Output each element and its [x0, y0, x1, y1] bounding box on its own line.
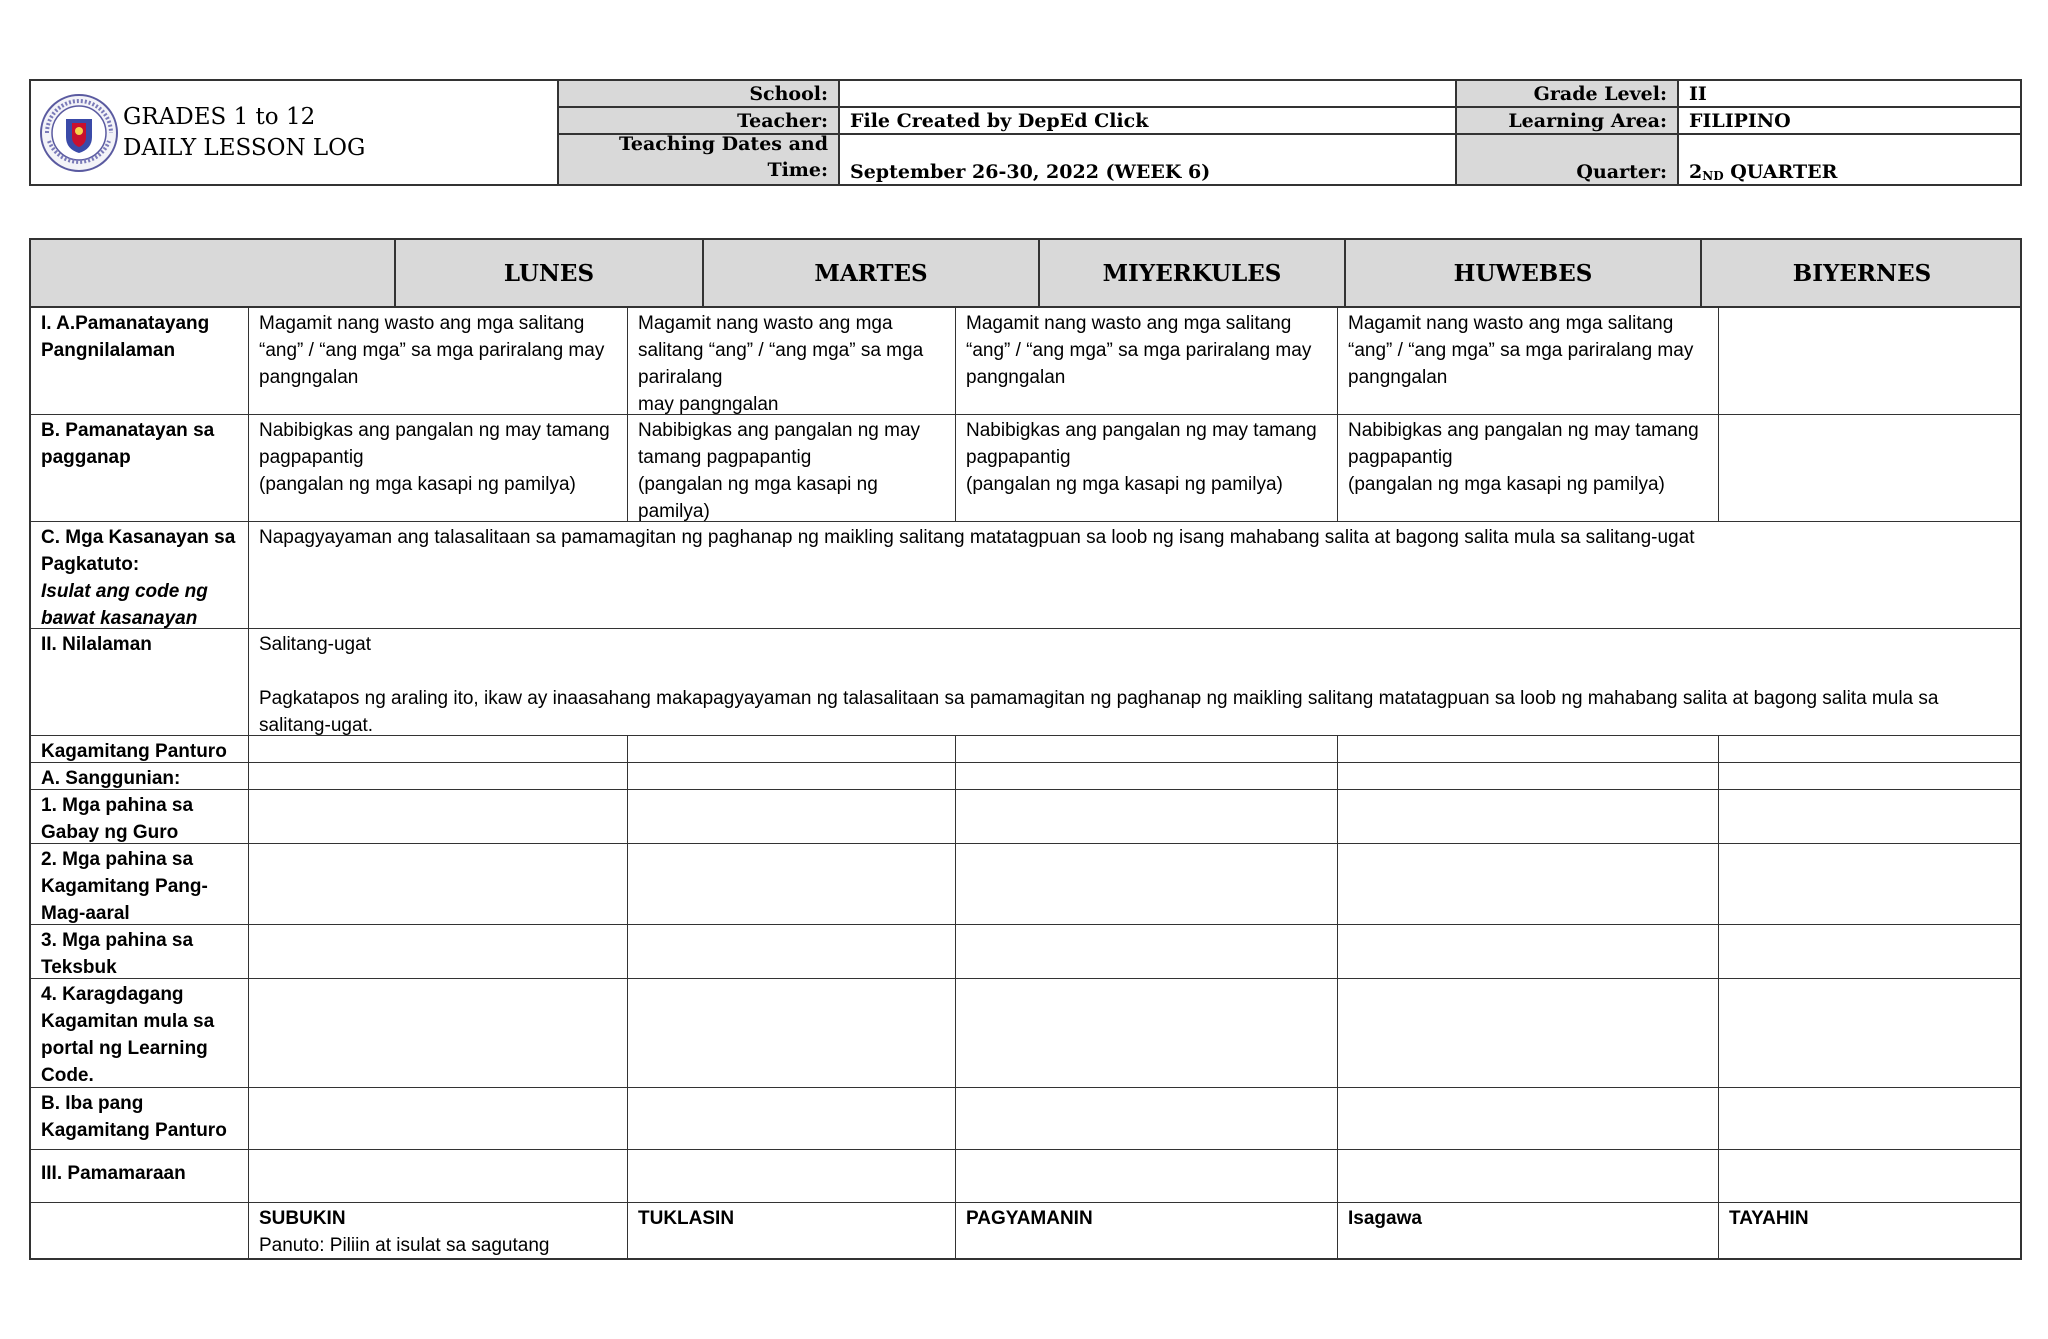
row-label: 2. Mga pahina sa Kagamitang Pang-Mag-aaral [41, 849, 208, 924]
form-title [123, 102, 365, 164]
cell-martes [627, 979, 955, 1087]
cell-biyernes [1718, 763, 2020, 789]
cell-biyernes [1718, 1150, 2020, 1202]
cell-martes [627, 844, 955, 924]
row-label: B. Pamanatayan sa pagganap [41, 420, 215, 468]
cell-miyerkules [955, 925, 1337, 978]
cell-martes [627, 1150, 955, 1202]
cell-biyernes [1718, 736, 2020, 762]
quarter-suffix: ND [1702, 169, 1724, 183]
cell-competency-text: Napagyayaman ang talasalitaan sa pamamagitan ng paghanap ng maikling salitang matatagpuan sa loob ng isang mahabang salita at bagong salita mula sa salitang-ugat [248, 522, 2020, 628]
logo-cell [31, 81, 559, 184]
school-label: School: [559, 81, 840, 108]
cell-miyerkules [955, 979, 1337, 1087]
cell-martes [627, 790, 955, 843]
phase-subukin: SUBUKIN [259, 1208, 346, 1229]
cell-martes [627, 736, 955, 762]
cell-biyernes [1718, 844, 2020, 924]
row-label: A. Sanggunian: [41, 768, 181, 789]
form-title-line2: DAILY LESSON LOG [123, 134, 366, 161]
grade-level-value: II [1679, 81, 2020, 108]
teaching-dates-label: Teaching Dates and Time: [559, 135, 840, 184]
row-label: 4. Karagdagang Kagamitan mula sa portal ng Learning Code. [41, 984, 215, 1086]
teacher-label: Teacher: [559, 108, 840, 135]
teaching-dates-value: September 26-30, 2022 (WEEK 6) [840, 135, 1457, 184]
row-label: Kagamitang Panturo [41, 741, 227, 762]
quarter-word: QUARTER [1723, 161, 1838, 183]
cell-martes [627, 763, 955, 789]
phase-pagyamanin: PAGYAMANIN [955, 1203, 1337, 1260]
row-performance-standard [31, 415, 2020, 522]
cell-miyerkules [955, 844, 1337, 924]
learning-area-value: FILIPINO [1679, 108, 2020, 135]
row-label: II. Nilalaman [41, 634, 152, 655]
row-label: B. Iba pang Kagamitang Panturo [41, 1093, 227, 1141]
cell-lunes [248, 736, 627, 762]
cell-lunes: Magamit nang wasto ang mga salitang “ang” / “ang mga” sa mga pariralang may pangngalan [248, 308, 627, 414]
day-header-miyerkules: MIYERKULES [1038, 240, 1344, 306]
content-topic: Salitang-ugat [259, 634, 371, 655]
day-header-lunes: LUNES [394, 240, 702, 306]
row-label: 3. Mga pahina sa Teksbuk [41, 930, 194, 978]
header-fields [559, 81, 2020, 184]
cell-martes: Magamit nang wasto ang mga salitang “ang” / “ang mga” sa mga pariralang may pangngalan [627, 308, 955, 414]
phase-tuklasin: TUKLASIN [627, 1203, 955, 1260]
cell-lunes [248, 979, 627, 1087]
row-materials [31, 736, 2020, 763]
row-learner-material-pages [31, 844, 2020, 925]
cell-miyerkules [955, 1150, 1337, 1202]
row-label: 1. Mga pahina sa Gabay ng Guro [41, 795, 194, 843]
day-header-huwebes: HUWEBES [1344, 240, 1700, 306]
cell-lunes: Nabibigkas ang pangalan ng may tamang pagpapantig (pangalan ng mga kasapi ng pamilya) [248, 415, 627, 521]
row-teacher-guide-pages [31, 790, 2020, 844]
row-label-note: Isulat ang code ng bawat kasanayan [41, 581, 208, 628]
cell-biyernes [1718, 925, 2020, 978]
day-header-martes: MARTES [702, 240, 1038, 306]
row-label [31, 1203, 248, 1260]
phase-subukin-note: Panuto: Piliin at isulat sa sagutang [259, 1235, 550, 1256]
cell-martes [627, 925, 955, 978]
cell-huwebes [1337, 925, 1718, 978]
cell-lunes [248, 1203, 627, 1260]
cell-miyerkules: Magamit nang wasto ang mga salitang “ang” / “ang mga” sa mga pariralang may pangngalan [955, 308, 1337, 414]
cell-biyernes [1718, 415, 2020, 521]
teacher-value: File Created by DepEd Click [840, 108, 1457, 135]
row-learning-competency [31, 522, 2020, 629]
grade-level-label: Grade Level: [1457, 81, 1679, 108]
cell-huwebes [1337, 844, 1718, 924]
cell-biyernes [1718, 979, 2020, 1087]
cell-huwebes: Magamit nang wasto ang mga salitang “ang” / “ang mga” sa mga pariralang may pangngalan [1337, 308, 1718, 414]
lesson-log-table [29, 238, 2022, 1260]
cell-huwebes [1337, 736, 1718, 762]
cell-biyernes [1718, 308, 2020, 414]
header-block [29, 79, 2022, 186]
cell-lunes [248, 763, 627, 789]
cell-content [248, 629, 2020, 735]
cell-miyerkules [955, 790, 1337, 843]
quarter-value [1679, 135, 2020, 184]
row-content-standard [31, 308, 2020, 415]
row-lr-portal [31, 979, 2020, 1088]
form-title-line1: GRADES 1 to 12 [123, 103, 316, 130]
quarter-number: 2 [1689, 161, 1703, 183]
cell-huwebes [1337, 1088, 1718, 1149]
cell-biyernes [1718, 1088, 2020, 1149]
cell-huwebes [1337, 979, 1718, 1087]
cell-lunes [248, 790, 627, 843]
phase-isagawa: Isagawa [1337, 1203, 1718, 1260]
cell-lunes [248, 925, 627, 978]
row-lesson-phases [31, 1203, 2020, 1260]
cell-miyerkules [955, 1088, 1337, 1149]
row-other-materials [31, 1088, 2020, 1150]
cell-huwebes [1337, 1150, 1718, 1202]
row-textbook-pages [31, 925, 2020, 979]
day-header-row [31, 240, 2020, 308]
cell-huwebes [1337, 790, 1718, 843]
row-references [31, 763, 2020, 790]
school-value [840, 81, 1457, 108]
row-label: I. A.Pamanatayang Pangnilalaman [41, 313, 210, 361]
content-objective: Pagkatapos ng araling ito, ikaw ay inaasahang makapagyayaman ng talasalitaan sa pamamagitan ng paghanap ng maikling salitang matatagpuan sa loob ng mahabang salita at bagong salita mula sa salitang-ugat. [259, 688, 1939, 735]
cell-lunes [248, 1088, 627, 1149]
cell-miyerkules [955, 763, 1337, 789]
cell-lunes [248, 1150, 627, 1202]
cell-miyerkules: Nabibigkas ang pangalan ng may tamang pagpapantig (pangalan ng mga kasapi ng pamilya) [955, 415, 1337, 521]
row-label-main: C. Mga Kasanayan sa Pagkatuto: [41, 527, 236, 575]
row-content [31, 629, 2020, 736]
cell-huwebes [1337, 763, 1718, 789]
quarter-label: Quarter: [1457, 135, 1679, 184]
cell-martes [627, 1088, 955, 1149]
row-label: III. Pamamaraan [41, 1163, 186, 1184]
cell-lunes [248, 844, 627, 924]
cell-huwebes: Nabibigkas ang pangalan ng may tamang pagpapantig (pangalan ng mga kasapi ng pamilya) [1337, 415, 1718, 521]
deped-seal-logo [39, 93, 119, 173]
learning-area-label: Learning Area: [1457, 108, 1679, 135]
row-label [31, 522, 248, 628]
cell-martes: Nabibigkas ang pangalan ng may tamang pagpapantig (pangalan ng mga kasapi ng pamilya) [627, 415, 955, 521]
cell-biyernes [1718, 790, 2020, 843]
cell-miyerkules [955, 736, 1337, 762]
phase-tayahin: TAYAHIN [1718, 1203, 2020, 1260]
row-procedure [31, 1150, 2020, 1203]
day-header-biyernes: BIYERNES [1700, 240, 2022, 306]
